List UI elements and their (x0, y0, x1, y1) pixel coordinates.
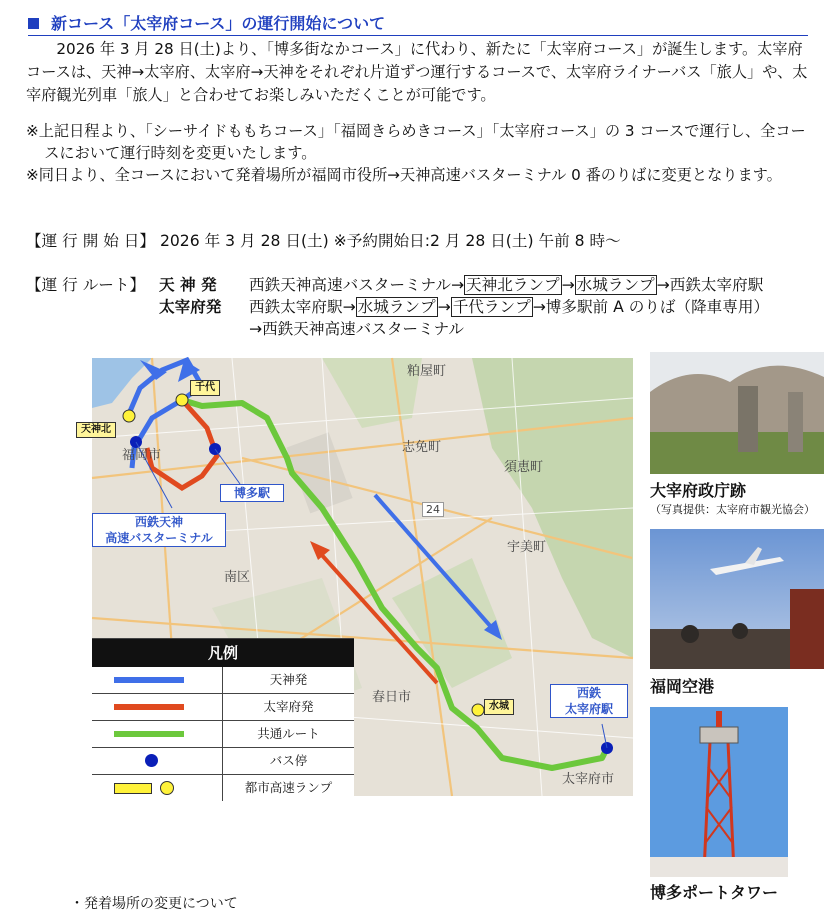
place-label: 福岡市 (122, 448, 162, 463)
legend-label: バス停 (269, 753, 308, 768)
photo-fukuoka-airport (650, 529, 824, 669)
stop-label-hakata: 博多駅 (220, 484, 284, 502)
heading-text: 新コース「太宰府コース」の運行開始について (51, 14, 386, 33)
route-row-dazaifu-cont: →西鉄天神高速バスターミナル (249, 320, 465, 338)
start-text: 2026 年 3 月 28 日(土) ※予約開始日:2 月 28 日(土) 午前 8 時～ (159, 232, 621, 250)
notes (26, 120, 816, 186)
place-label: 南区 (224, 570, 251, 585)
route-label: 【運 行 ルート】 (26, 276, 146, 294)
route-arrow: → (437, 298, 451, 316)
map-legend (92, 638, 354, 797)
legend-row (92, 775, 354, 801)
route-block (26, 274, 769, 340)
place-label: 須恵町 (504, 460, 544, 475)
route-text: →博多駅前 A のりば（降車専用） (532, 298, 770, 316)
legend-line-red (114, 704, 184, 710)
route-arrow: → (561, 276, 575, 294)
legend-row (92, 748, 354, 775)
route-text: 西鉄天神高速バスターミナル→ (249, 276, 465, 294)
legend-label: 天神発 (269, 672, 308, 687)
ramp-tag-chiyo: 千代 (190, 380, 220, 396)
bottom-cut-text: ・発着場所の変更について (70, 896, 238, 912)
photo-caption-2: 福岡空港 (650, 677, 715, 696)
place-label: 太宰府市 (562, 772, 615, 787)
stop-label-line: 高速バスターミナル (105, 531, 213, 545)
photo-dazaifu-ruins (650, 352, 824, 474)
route-dir-dazaifu: 太宰府発 (159, 298, 222, 316)
place-label: 粕屋町 (407, 364, 447, 379)
route-row-dazaifu (26, 296, 769, 318)
photo-credit-1: （写真提供：太宰府市観光協会） (650, 503, 815, 516)
legend-row (92, 667, 354, 694)
place-label: 春日市 (372, 690, 412, 705)
note-2: ※同日より、全コースにおいて発着場所が福岡市役所→天神高速バスターミナル 0 番のりばに変更となります。 (26, 166, 782, 184)
ramp-tag-tenjinkita: 天神北 (76, 422, 116, 438)
photo-hakata-port-tower (650, 707, 788, 877)
route-text: →西鉄太宰府駅 (656, 276, 764, 294)
legend-row (92, 694, 354, 721)
legend-stop-dot (145, 754, 158, 767)
legend-ramp-dot (160, 781, 174, 795)
square-bullet-icon (28, 18, 39, 29)
legend-label: 都市高速ランプ (244, 780, 333, 795)
route-text: 西鉄太宰府駅→ (249, 298, 356, 316)
photo-caption-1: 大宰府政庁跡 (650, 481, 747, 500)
legend-row (92, 721, 354, 748)
legend-ramp-box (114, 783, 152, 794)
note-1: ※上記日程より、「シーサイドももちコース」「福岡きらめきコース」「太宰府コース」の 3 コースで運行し、全コースにおいて運行時刻を変更いたします。 (26, 122, 806, 162)
stop-label-line: 太宰府駅 (564, 702, 613, 716)
legend-label: 太宰府発 (263, 699, 314, 714)
start-label: 【運 行 開 始 日】 (26, 232, 155, 250)
legend-line-green (114, 731, 184, 737)
stop-label-tenjin-terminal (92, 513, 226, 547)
stop-label-line: 西鉄天神 (134, 515, 183, 529)
legend-title: 凡例 (92, 639, 354, 667)
section-heading (28, 14, 808, 36)
ramp-box: 水城ランプ (357, 298, 436, 316)
ramp-box: 水城ランプ (576, 276, 655, 294)
ramp-tag-mizuki: 水城 (484, 699, 514, 715)
stop-label-line: 西鉄 (576, 686, 601, 700)
ramp-box: 千代ランプ (452, 298, 531, 316)
start-date-line (26, 230, 621, 252)
place-label: 志免町 (402, 440, 442, 455)
stop-label-dazaifu (550, 684, 628, 718)
route-dir-tenjin: 天 神 発 (159, 276, 217, 294)
legend-line-blue (114, 677, 184, 683)
intro-paragraph: 2026 年 3 月 28 日(土)より、「博多街なかコース」に代わり、新たに「太宰府コース」が誕生します。太宰府コースは、天神→太宰府、太宰府→天神をそれぞれ片道ずつ運行するコースで、太宰府ライナーバス「旅人」や、太宰府観光列車「旅人」と合わせてお楽しみいただくことが可能です。 (26, 40, 808, 104)
place-label: 宇美町 (507, 540, 547, 555)
legend-label: 共通ルート (257, 726, 320, 741)
photo-caption-3: 博多ポートタワー (650, 883, 779, 902)
route-row-tenjin (26, 274, 769, 296)
ramp-box: 天神北ランプ (466, 276, 560, 294)
road-number: 24 (422, 502, 444, 517)
